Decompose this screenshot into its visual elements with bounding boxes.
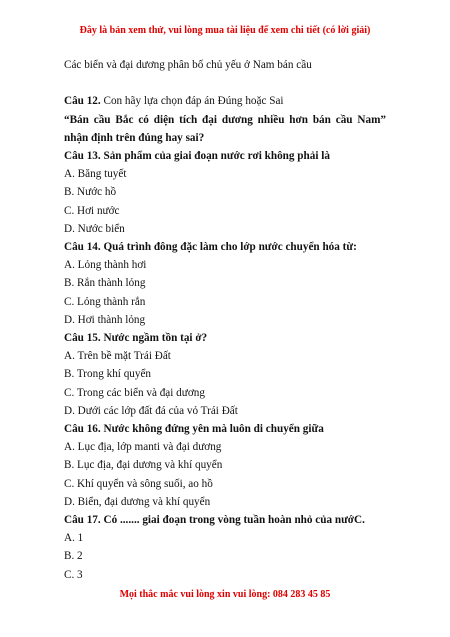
question-17-label: Câu 17.	[64, 514, 101, 527]
question-12-instruction-text: Con hãy lựa chọn đáp án Đúng hoặc Sai	[103, 95, 284, 108]
option-13-d: D. Nước biển	[64, 222, 125, 235]
question-12-statement: “Bán cầu Bắc có diện tích đại dương nhiều hơn bán cầu Nam” nhận định trên đúng hay sai?	[64, 113, 386, 144]
contact-footer-banner: Mọi thắc mắc vui lòng xin vui lòng: 084 283 45 85	[119, 589, 331, 600]
option-16-c: C. Khí quyển và sông suối, ao hồ	[64, 477, 213, 490]
question-15-label: Câu 15.	[64, 332, 101, 345]
question-13-label: Câu 13.	[64, 150, 101, 162]
option-16-a: A. Lục địa, lớp manti và đại dương	[64, 441, 222, 454]
question-14-label: Câu 14.	[64, 241, 101, 254]
option-13-c: C. Hơi nước	[64, 204, 120, 217]
option-14-d: D. Hơi thành lỏng	[64, 313, 146, 326]
option-14-c: C. Lỏng thành rắn	[64, 295, 146, 308]
question-17-text: Có ....... giai đoạn trong vòng tuần hoàn nhỏ của nướC.	[103, 514, 365, 527]
preview-notice-banner: Đây là bản xem thử, vui lòng mua tài liệu để xem chi tiết (có lời giải)	[79, 25, 371, 36]
spacer	[64, 74, 386, 92]
question-15-text: Nước ngầm tồn tại ở?	[103, 332, 208, 345]
option-14-b: B. Rắn thành lỏng	[64, 277, 146, 290]
question-16-text: Nước không đứng yên mà luôn di chuyển giữa	[103, 423, 324, 436]
option-15-a: A. Trên bề mặt Trái Đất	[64, 350, 171, 363]
option-16-b: B. Lục địa, đại dương và khí quyển	[64, 459, 223, 472]
question-16	[64, 420, 386, 438]
option-17-a: A. 1	[64, 532, 84, 545]
question-13-text: Sản phẩm của giai đoạn nước rơi không phải là	[103, 150, 330, 162]
option-15-c: C. Trong các biển và đại dương	[64, 386, 205, 399]
option-17-c: C. 3	[64, 568, 83, 581]
question-12-instruction	[64, 92, 386, 110]
question-13	[64, 147, 386, 165]
question-16-label: Câu 16.	[64, 423, 101, 436]
option-16-d: D. Biển, đại dương và khí quyển	[64, 495, 211, 508]
intro-line: Các biển và đại dương phân bố chủ yếu ở Nam bán cầu	[64, 59, 312, 71]
question-15	[64, 329, 386, 347]
option-15-d: D. Dưới các lớp đất đá của vỏ Trái Đất	[64, 404, 238, 417]
option-14-a: A. Lỏng thành hơi	[64, 259, 147, 272]
document-body	[64, 56, 386, 584]
question-17	[64, 511, 386, 529]
question-12-label: Câu 12.	[64, 95, 101, 108]
option-13-a: A. Băng tuyết	[64, 168, 127, 181]
question-14-text: Quá trình đông đặc làm cho lớp nước chuyển hóa từ:	[103, 241, 357, 254]
question-14	[64, 238, 386, 256]
option-13-b: B. Nước hồ	[64, 186, 117, 199]
option-15-b: B. Trong khí quyển	[64, 368, 152, 381]
option-17-b: B. 2	[64, 550, 83, 563]
